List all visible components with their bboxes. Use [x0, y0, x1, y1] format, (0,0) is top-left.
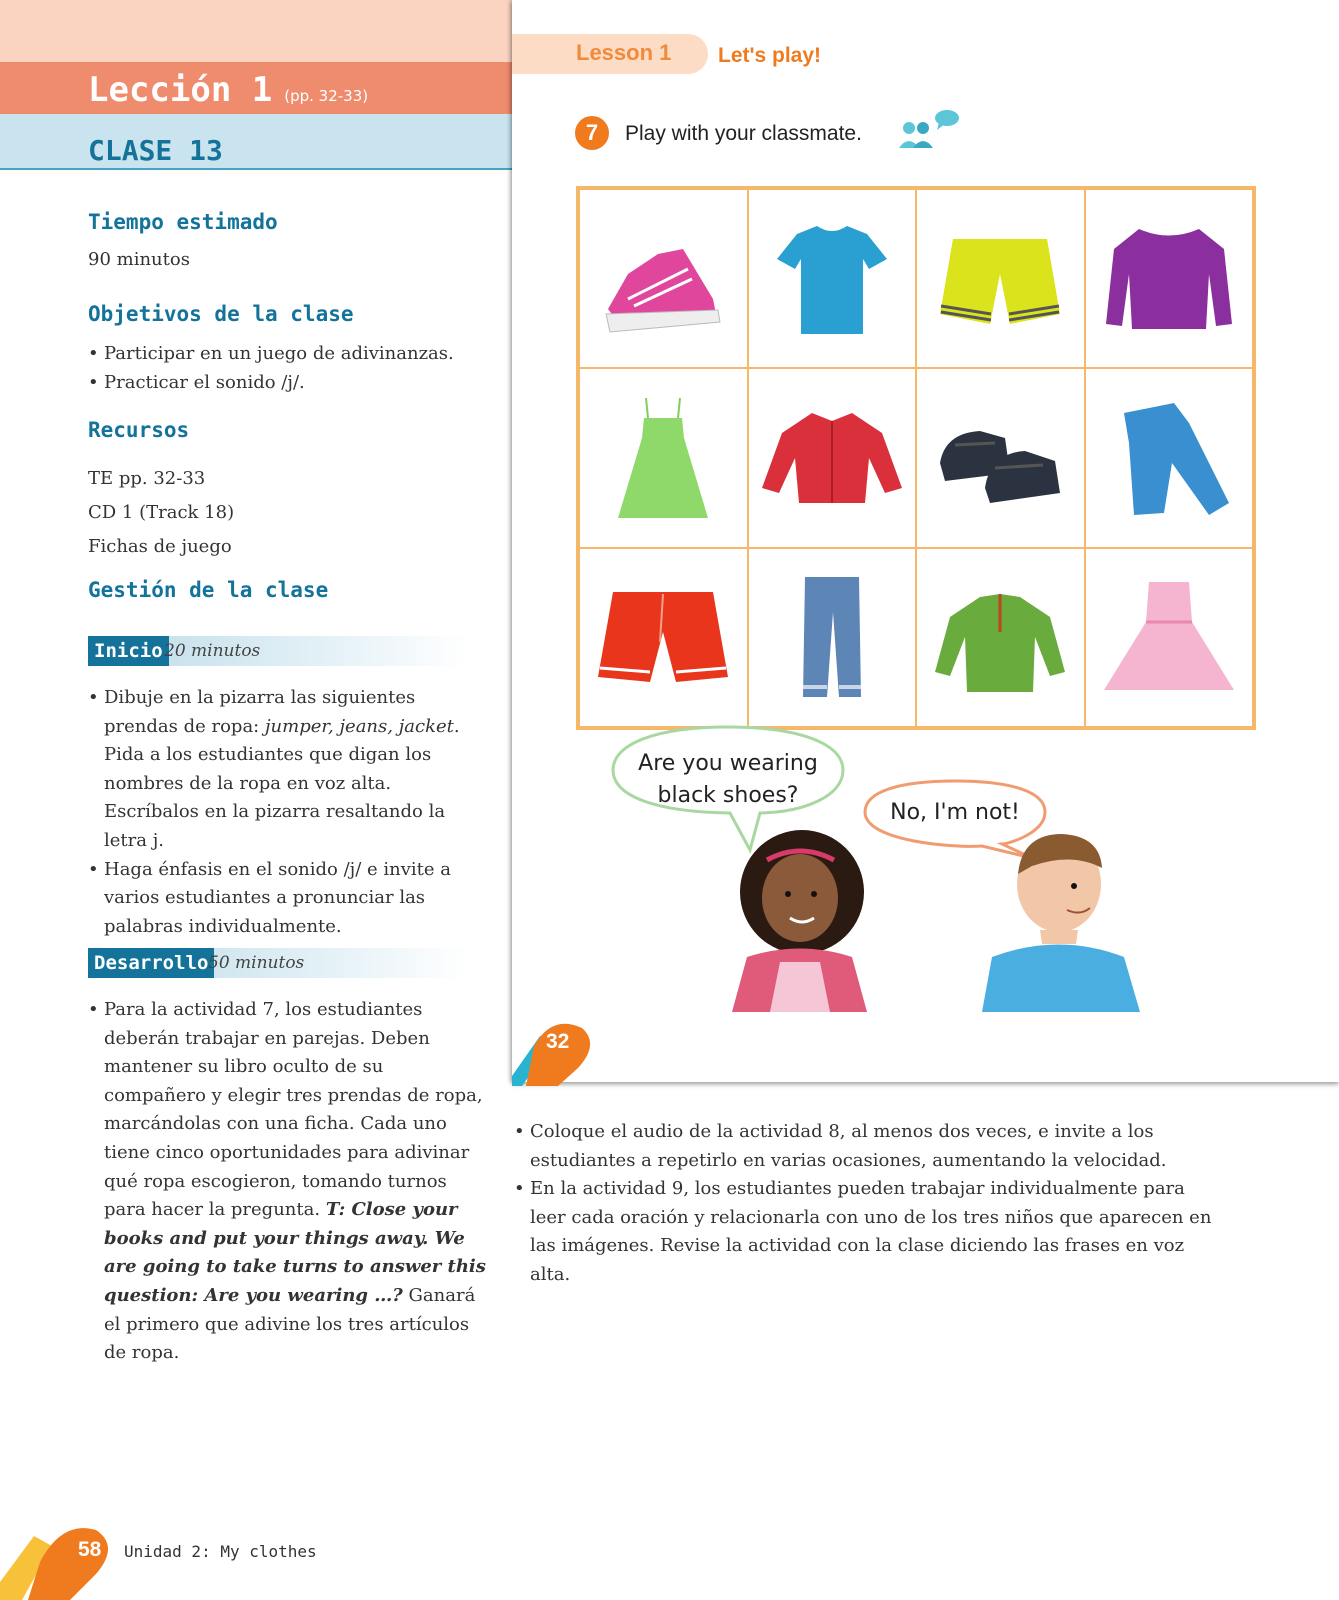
- list-item: Fichas de juego: [88, 536, 232, 557]
- list-item: [88, 856, 488, 942]
- grid-cell[interactable]: [579, 368, 748, 547]
- inicio-bar: [88, 636, 468, 666]
- footer-page-badge: [0, 1522, 120, 1600]
- pink-sneakers-icon: [588, 214, 738, 344]
- activity-number: 7: [575, 116, 609, 150]
- inicio-item-text: Haga énfasis en el sonido /j/ e invite a varios estudiantes a pronunciar las palabras individualmente.: [104, 858, 452, 937]
- list-item: • Practicar el sonido /j/.: [88, 369, 488, 398]
- clothes-grid: [576, 186, 1256, 730]
- pink-dress-icon: [1094, 572, 1244, 702]
- inicio-time: 20 minutos: [164, 641, 261, 661]
- purple-sweater-icon: [1094, 214, 1244, 344]
- blue-trousers-icon: [1094, 393, 1244, 523]
- jeans-icon: [757, 572, 907, 702]
- inicio-item-text: Dibuje en la pizarra las siguientes prendas de ropa:: [104, 687, 416, 737]
- list-item: TE pp. 32-33: [88, 468, 206, 489]
- green-jumper-icon: [925, 572, 1075, 702]
- grid-cell[interactable]: [1085, 189, 1254, 368]
- desarrollo-text: Ganará el primero que adivine los tres artículos de ropa.: [104, 1284, 476, 1364]
- recursos-heading: Recursos: [88, 418, 190, 442]
- list-item: [88, 684, 488, 856]
- children-illustration: [692, 822, 1192, 1012]
- grid-cell[interactable]: [579, 189, 748, 368]
- lesson-title: [88, 70, 368, 110]
- objetivos-heading: Objetivos de la clase: [88, 302, 354, 326]
- lesson-title-text: Lección 1: [88, 70, 273, 110]
- objetivos-list: [88, 340, 488, 397]
- girl-speech-text: [610, 748, 846, 812]
- lesson-pages: (pp. 32-33): [284, 87, 369, 105]
- desarrollo-label: Desarrollo: [88, 948, 214, 978]
- boy-speech-text: No, I'm not!: [890, 800, 1020, 825]
- black-shoes-icon: [925, 393, 1075, 523]
- inicio-item-text: . Pida a los estudiantes que digan los nombres de la ropa en voz alta. Escríbalos en la pizarra resaltando la letra j.: [104, 715, 460, 851]
- student-page-number: 32: [546, 1030, 570, 1053]
- desarrollo-teacher-script: T: Close your books and put your things away. We are going to take turns to answer this question: Are you wearing …?: [104, 1199, 486, 1306]
- inicio-list: [88, 684, 488, 941]
- grid-cell[interactable]: [748, 189, 917, 368]
- grid-cell[interactable]: [748, 548, 917, 727]
- list-item: • Coloque el audio de la actividad 8, al menos dos veces, e invite a los estudiantes a repetirlo en varias ocasiones, aumentando la velocidad.: [514, 1118, 1214, 1175]
- desarrollo-list: [88, 996, 488, 1368]
- grid-cell[interactable]: [748, 368, 917, 547]
- pair-work-icon: [897, 108, 961, 148]
- blue-tshirt-icon: [757, 214, 907, 344]
- list-item: • En la actividad 9, los estudiantes pueden trabajar individualmente para leer cada oración y relacionarla con uno de los tres niños que aparecen en las imágenes. Revise la actividad con la clase diciendo las frases en voz alta.: [514, 1175, 1214, 1289]
- yellow-shorts-icon: [925, 214, 1075, 344]
- inicio-item-italic: jumper, jeans, jacket: [264, 715, 454, 737]
- grid-cell[interactable]: [1085, 368, 1254, 547]
- red-jacket-icon: [757, 393, 907, 523]
- grid-cell[interactable]: [916, 368, 1085, 547]
- section-title: Let's play!: [718, 44, 822, 67]
- footer-unit-title: Unidad 2: My clothes: [124, 1542, 317, 1561]
- grid-cell[interactable]: [579, 548, 748, 727]
- list-item: CD 1 (Track 18): [88, 502, 235, 523]
- list-item: [88, 996, 488, 1368]
- girl-speech-line: black shoes?: [657, 783, 799, 808]
- desarrollo-text: Para la actividad 7, los estudiantes deberán trabajar en parejas. Deben mantener su libro oculto de su compañero y elegir tres prendas de ropa, marcándolas con una ficha. Cada uno tiene cinco oportunidades para adivinar qué ropa escogieron, tomando turnos para hacer la pregunta.: [104, 999, 483, 1221]
- header-peach-band: [0, 0, 512, 62]
- tiempo-value: 90 minutos: [88, 249, 190, 270]
- girl-speech-line: Are you wearing: [638, 751, 818, 776]
- inicio-label: Inicio: [88, 636, 169, 666]
- activity-instruction: Play with your classmate.: [625, 122, 862, 145]
- footer-page-number: 58: [78, 1538, 102, 1561]
- class-title: CLASE 13: [88, 134, 223, 167]
- grid-cell[interactable]: [916, 189, 1085, 368]
- lesson-tab-label: Lesson 1: [576, 40, 672, 65]
- desarrollo-time: 50 minutos: [208, 953, 305, 973]
- right-notes-list: [514, 1118, 1214, 1290]
- gestion-heading: Gestión de la clase: [88, 578, 329, 602]
- recursos-list: [88, 462, 234, 564]
- green-dress-icon: [588, 393, 738, 523]
- red-shorts-icon: [588, 572, 738, 702]
- grid-cell[interactable]: [1085, 548, 1254, 727]
- student-book-page: [512, 0, 1339, 1082]
- desarrollo-bar: [88, 948, 468, 978]
- list-item: • Participar en un juego de adivinanzas.: [88, 340, 488, 369]
- class-header-bar: [0, 114, 512, 170]
- grid-cell[interactable]: [916, 548, 1085, 727]
- tiempo-heading: Tiempo estimado: [88, 210, 278, 234]
